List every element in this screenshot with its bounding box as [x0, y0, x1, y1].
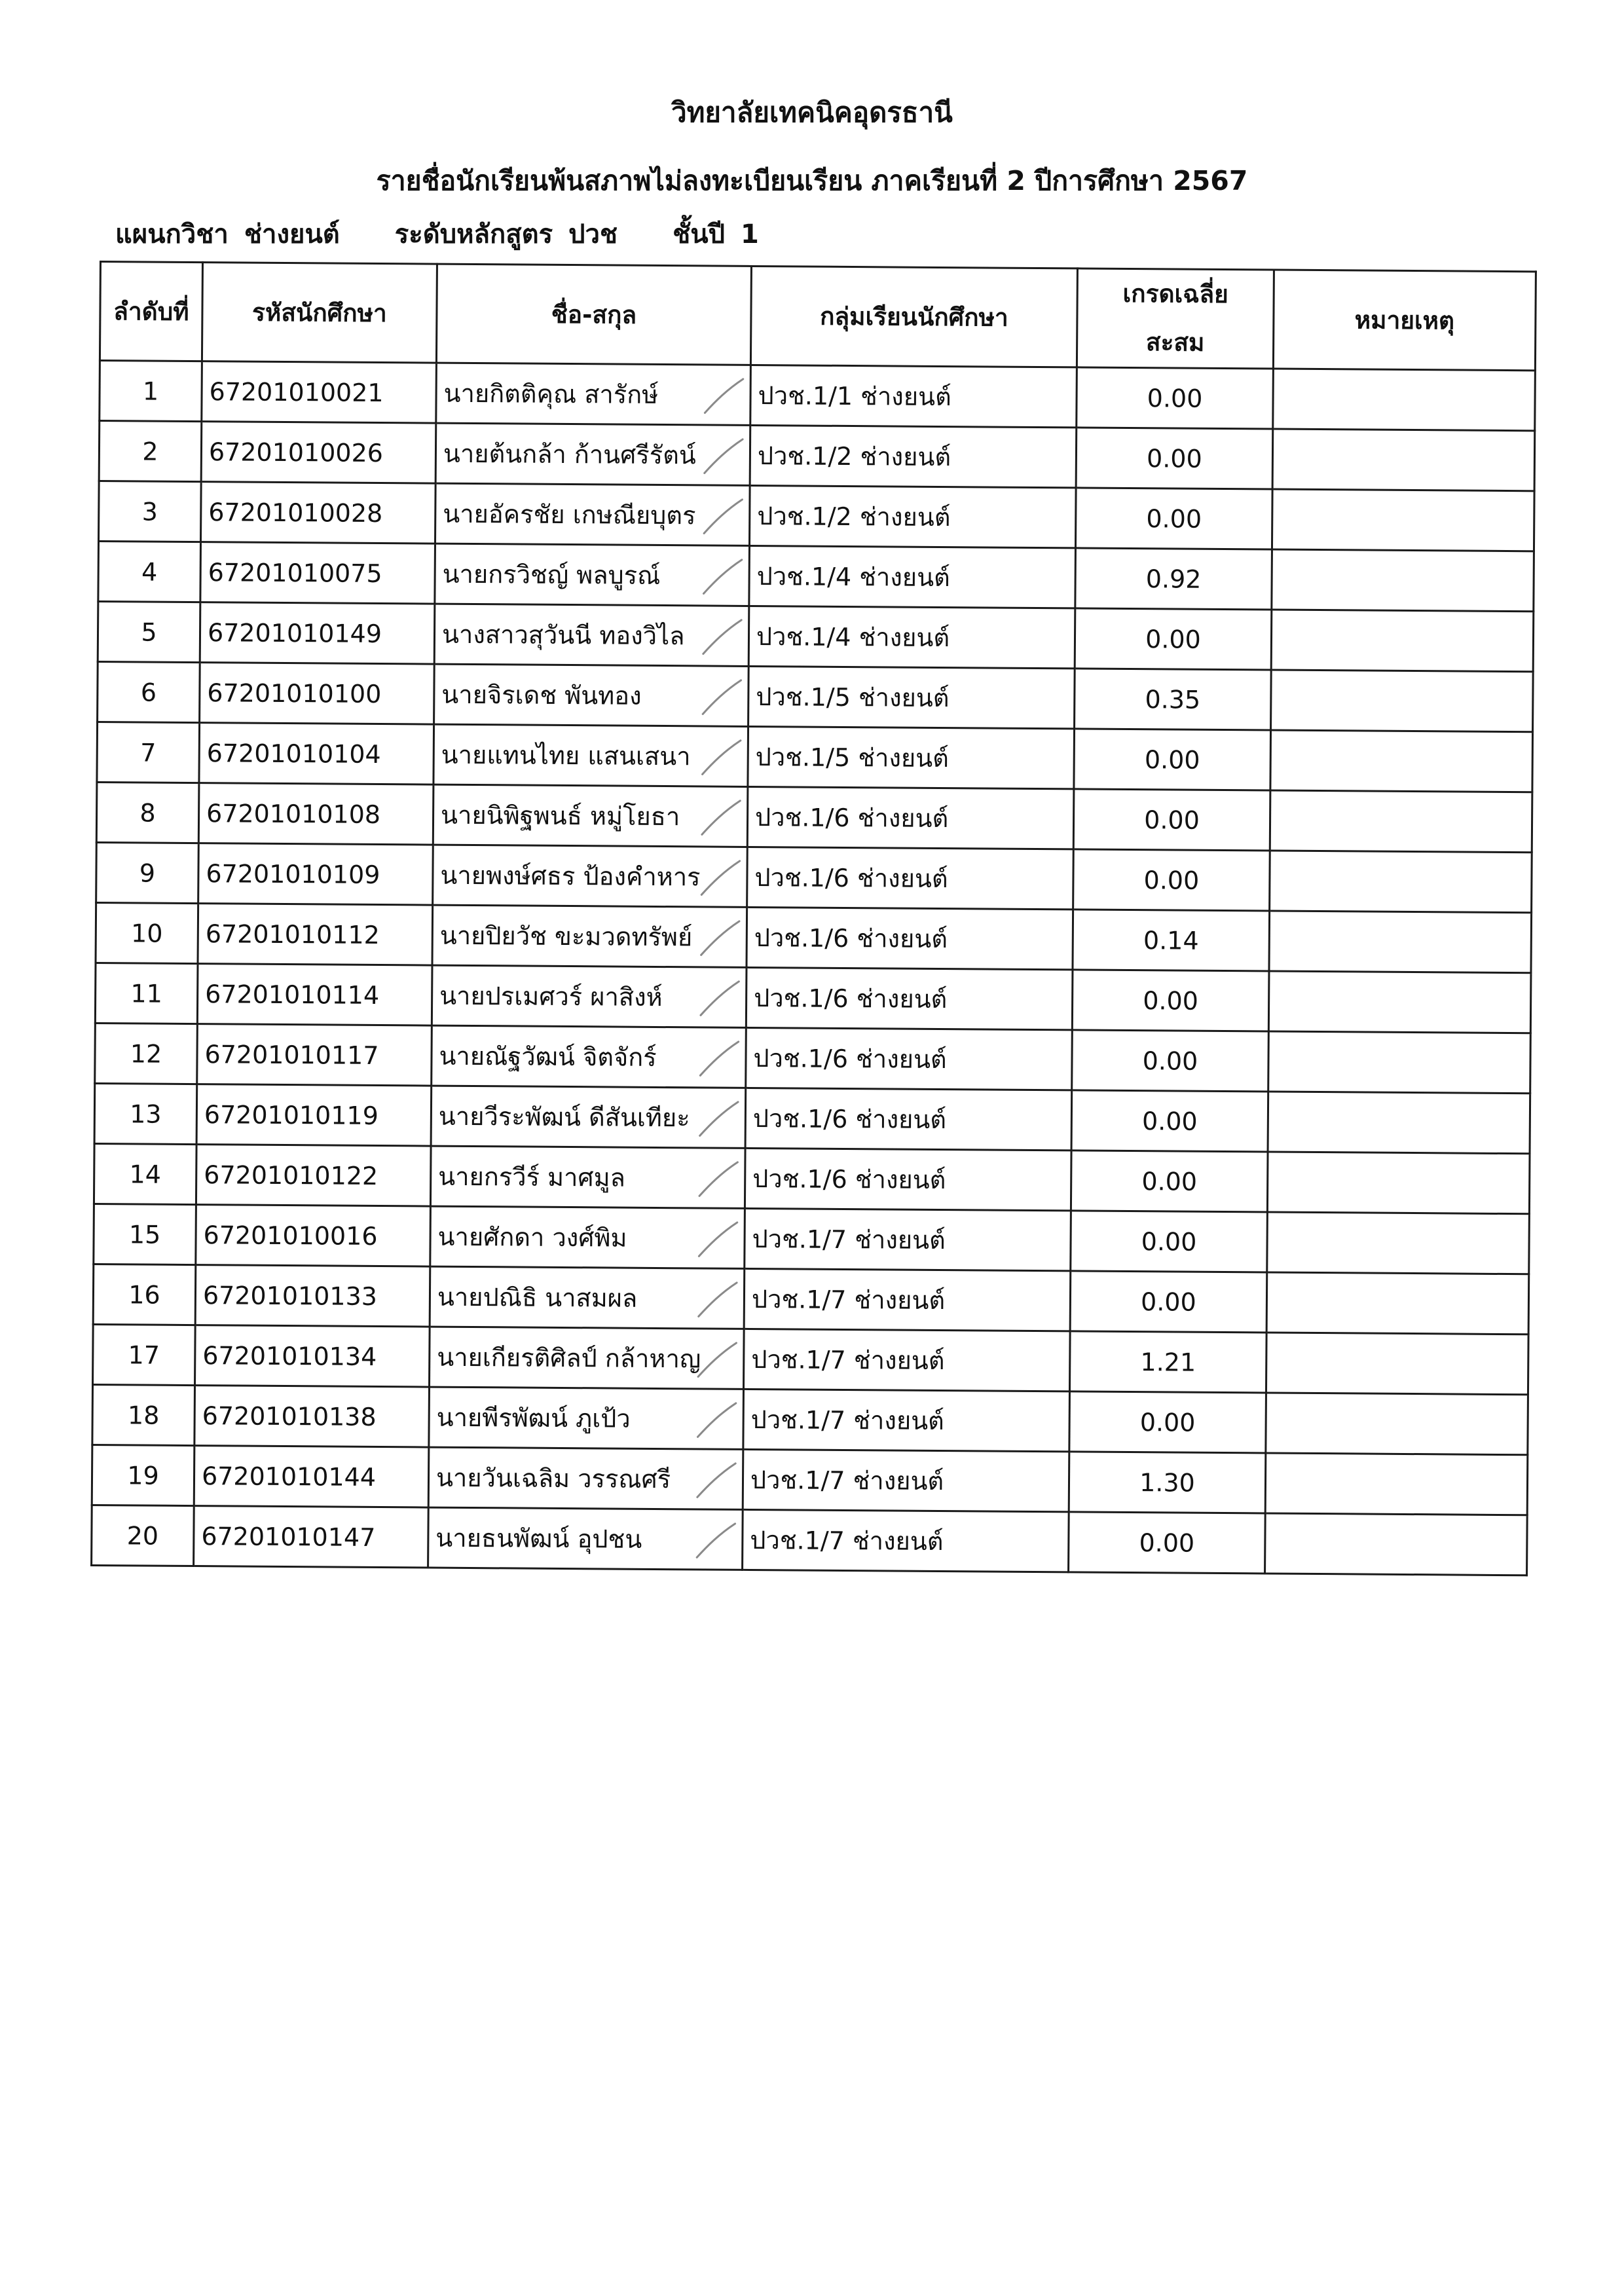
table-header-row [100, 262, 1536, 371]
table-row [98, 661, 1534, 731]
cell-group: ปวช.1/6 ช่างยนต์ [746, 1027, 1073, 1090]
cell-name-text: นายปรเมศวร์ ผาสิงห์ [439, 981, 663, 1012]
cell-student-id: 67201010114 [197, 964, 432, 1025]
college-title: วิทยาลัยเทคนิคอุดรธานี [671, 96, 953, 128]
cell-group: ปวช.1/5 ช่างยนต์ [748, 666, 1075, 728]
cell-student-id: 67201010138 [194, 1386, 430, 1447]
cell-name-text: นายพงษ์ศธร ป้องคำหาร [440, 860, 701, 892]
table-row [99, 421, 1535, 491]
cell-student-id: 67201010028 [201, 482, 436, 543]
cell-student-id: 67201010016 [196, 1205, 431, 1266]
cell-student-id: 67201010104 [199, 723, 434, 784]
cell-group: ปวช.1/1 ช่างยนต์ [750, 365, 1077, 427]
cell-gpa: 0.00 [1076, 428, 1273, 489]
table-row [100, 361, 1536, 431]
cell-group: ปวช.1/7 ช่างยนต์ [743, 1389, 1070, 1451]
cell-group: ปวช.1/6 ช่างยนต์ [747, 786, 1074, 849]
check-mark-icon [693, 1519, 739, 1561]
cell-student-id: 67201010108 [198, 783, 434, 845]
cell-note [1266, 1333, 1528, 1395]
table-row [98, 542, 1534, 612]
cell-name-text: นายนิพิฐพนธ์ หมู่โยธา [440, 800, 680, 832]
cell-name [435, 423, 750, 485]
cell-group: ปวช.1/6 ช่างยนต์ [745, 1148, 1071, 1210]
cell-note [1267, 1152, 1530, 1214]
cell-gpa: 0.00 [1074, 729, 1271, 790]
cell-group: ปวช.1/7 ช่างยนต์ [745, 1208, 1071, 1270]
cell-group: ปวช.1/7 ช่างยนต์ [743, 1449, 1069, 1511]
cell-no: 11 [95, 963, 198, 1023]
department-label: แผนกวิชา [115, 219, 229, 249]
cell-note [1272, 489, 1534, 551]
cell-group: ปวช.1/6 ช่างยนต์ [746, 967, 1073, 1029]
cell-name [430, 1146, 745, 1208]
check-mark-icon [698, 796, 744, 838]
cell-note [1268, 1092, 1530, 1154]
cell-no: 18 [92, 1384, 195, 1445]
cell-student-id: 67201010075 [200, 542, 435, 604]
cell-note [1266, 1272, 1529, 1335]
cell-student-id: 67201010112 [198, 904, 433, 965]
check-mark-icon [696, 1097, 742, 1139]
table-row [96, 902, 1532, 972]
check-mark-icon [699, 736, 745, 778]
department-value: ช่างยนต์ [244, 219, 340, 249]
table-row [93, 1324, 1529, 1394]
cell-group: ปวช.1/4 ช่างยนต์ [749, 545, 1076, 608]
table-row [98, 601, 1534, 671]
cell-note [1273, 369, 1536, 431]
cell-name-text: นายกิตติคุณ สารักษ์ [443, 378, 659, 409]
cell-no: 4 [98, 542, 201, 602]
cell-student-id: 67201010147 [194, 1506, 429, 1568]
cell-note [1268, 1031, 1531, 1094]
cell-note [1270, 730, 1533, 792]
cell-student-id: 67201010109 [198, 843, 434, 905]
cell-no: 3 [99, 481, 202, 542]
table-row [96, 842, 1532, 912]
cell-group: ปวช.1/4 ช่างยนต์ [748, 606, 1075, 668]
cell-gpa: 0.00 [1070, 1271, 1267, 1333]
check-mark-icon [696, 1037, 742, 1079]
column-header-group: กลุ่มเรียนนักศึกษา [750, 266, 1077, 367]
cell-gpa: 0.00 [1073, 849, 1270, 911]
cell-name-text: นายเกียรติศิลป์ กล้าหาญ [437, 1342, 701, 1374]
cell-gpa: 0.00 [1071, 1211, 1268, 1272]
cell-name [433, 845, 748, 907]
cell-student-id: 67201010119 [196, 1084, 432, 1146]
cell-note [1272, 549, 1534, 612]
cell-name [430, 1206, 745, 1268]
cell-no: 15 [94, 1204, 196, 1264]
cell-name [435, 543, 750, 606]
check-mark-icon [695, 1158, 741, 1200]
cell-no: 5 [98, 601, 200, 662]
cell-no: 16 [93, 1264, 196, 1325]
check-mark-icon [697, 856, 743, 898]
year-label: ชั้นปี [673, 219, 725, 249]
cell-note [1271, 670, 1534, 732]
cell-no: 7 [97, 722, 200, 783]
cell-name [430, 1266, 745, 1329]
cell-name [434, 664, 749, 726]
check-mark-icon [699, 555, 745, 597]
table-row [96, 782, 1532, 852]
cell-name [432, 905, 747, 967]
table-row [92, 1384, 1528, 1454]
cell-no: 17 [93, 1324, 196, 1385]
cell-name-text: นายพีรพัฒน์ ภูเป้ว [436, 1403, 631, 1433]
column-header-gpa [1077, 268, 1274, 369]
check-mark-icon [695, 1218, 741, 1260]
cell-name-text: นายวีระพัฒน์ ดีสันเทียะ [438, 1101, 690, 1133]
cell-note [1271, 610, 1534, 672]
cell-name-text: นายศักดา วงศ์พิม [437, 1222, 627, 1253]
table-row [94, 1083, 1530, 1153]
cell-gpa: 0.00 [1075, 488, 1272, 549]
cell-student-id: 67201010133 [195, 1265, 430, 1327]
check-mark-icon [693, 1399, 739, 1441]
check-mark-icon [693, 1459, 739, 1501]
table-row [92, 1445, 1528, 1515]
cell-gpa: 0.00 [1072, 970, 1269, 1031]
cell-note [1270, 851, 1532, 913]
year-value: 1 [740, 219, 759, 249]
cell-name [431, 1086, 746, 1148]
column-header-gpa-line1: เกรดเฉลี่ย [1122, 279, 1228, 309]
table-body [92, 361, 1536, 1575]
cell-group: ปวช.1/5 ช่างยนต์ [748, 726, 1075, 788]
cell-no: 10 [96, 902, 198, 963]
cell-name [433, 784, 748, 847]
cell-name-text: นายปิยวัช ขะมวดทรัพย์ [439, 921, 693, 952]
cell-name-text: นายธนพัฒน์ อุปชน [435, 1523, 642, 1554]
cell-group: ปวช.1/2 ช่างยนต์ [750, 425, 1077, 487]
cell-name-text: นายแทนไทย แสนเสนา [441, 740, 691, 771]
cell-name-text: นายอัครชัย เกษณียบุตร [443, 499, 696, 530]
cell-note [1272, 429, 1535, 491]
cell-no: 2 [99, 421, 202, 482]
cell-gpa: 0.00 [1069, 1391, 1266, 1453]
cell-note [1266, 1393, 1528, 1455]
check-mark-icon [700, 495, 746, 537]
cell-gpa: 0.92 [1075, 548, 1272, 610]
cell-name [435, 483, 750, 545]
cell-student-id: 67201010149 [200, 602, 435, 664]
cell-name [429, 1387, 744, 1449]
cell-gpa: 0.14 [1073, 910, 1270, 971]
cell-group: ปวช.1/6 ช่างยนต์ [747, 847, 1074, 909]
cell-student-id: 67201010026 [201, 422, 436, 483]
column-header-gpa-line2: สะสม [1145, 328, 1205, 357]
cell-name [432, 1025, 747, 1088]
cell-no: 19 [92, 1445, 194, 1505]
cell-gpa: 0.00 [1071, 1151, 1268, 1212]
cell-name-text: นายต้นกล้า ก้านศรีรัตน์ [443, 439, 696, 470]
cell-note [1270, 790, 1532, 853]
cell-name-text: นายณัฐวัฒน์ จิตจักร์ [439, 1041, 657, 1072]
cell-student-id: 67201010144 [194, 1446, 429, 1507]
column-header-name: ชื่อ-สกุล [436, 264, 751, 365]
cell-no: 20 [92, 1505, 194, 1566]
cell-no: 9 [96, 842, 199, 903]
document-subtitle: รายชื่อนักเรียนพ้นสภาพไม่ลงทะเบียนเรียน ภาคเรียนที่ 2 ปีการศึกษา 2567 [376, 165, 1248, 196]
cell-name [432, 965, 747, 1027]
cell-no: 6 [98, 661, 200, 722]
cell-gpa: 1.21 [1069, 1331, 1266, 1393]
table-row [95, 963, 1531, 1033]
cell-group: ปวช.1/7 ช่างยนต์ [744, 1268, 1071, 1331]
cell-gpa: 0.35 [1075, 669, 1272, 730]
cell-name-text: นางสาวสุวันนี ทองวิไล [441, 619, 685, 651]
cell-student-id: 67201010100 [200, 663, 435, 724]
table-row [93, 1264, 1529, 1334]
cell-group: ปวช.1/7 ช่างยนต์ [743, 1509, 1069, 1572]
check-mark-icon [699, 616, 745, 657]
cell-name-text: นายจิรเดช พันทอง [441, 680, 642, 710]
cell-no: 13 [94, 1083, 197, 1144]
cell-note [1268, 971, 1531, 1033]
cell-gpa: 0.00 [1072, 1030, 1269, 1092]
cell-name [428, 1447, 743, 1509]
cell-name [434, 604, 749, 666]
check-mark-icon [697, 917, 743, 959]
cell-gpa: 0.00 [1075, 608, 1272, 670]
table-row [94, 1143, 1530, 1213]
cell-student-id: 67201010117 [197, 1024, 432, 1086]
column-header-note: หมายเหตุ [1273, 270, 1536, 371]
table-row [92, 1505, 1528, 1575]
cell-name-text: นายกรวีร์ มาศมูล [438, 1162, 626, 1192]
cell-note [1267, 1212, 1530, 1274]
cell-name-text: นายปณิธิ นาสมผล [437, 1282, 638, 1313]
cell-name [434, 724, 748, 786]
check-mark-icon [697, 977, 743, 1019]
table-row [94, 1204, 1530, 1274]
check-mark-icon [694, 1338, 740, 1380]
cell-name [436, 363, 751, 425]
cell-student-id: 67201010122 [196, 1145, 431, 1206]
check-mark-icon [699, 676, 745, 718]
cell-name-text: นายวันเฉลิม วรรณศรี [435, 1463, 671, 1494]
cell-gpa: 0.00 [1069, 1512, 1266, 1574]
cell-gpa: 0.00 [1077, 367, 1274, 429]
cell-group: ปวช.1/7 ช่างยนต์ [743, 1329, 1070, 1391]
check-mark-icon [701, 435, 747, 477]
cell-no: 14 [94, 1143, 196, 1204]
check-mark-icon [701, 375, 747, 416]
table-row [97, 722, 1533, 792]
cell-no: 12 [95, 1023, 198, 1084]
column-header-student-id: รหัสนักศึกษา [202, 263, 437, 363]
cell-note [1269, 911, 1532, 973]
cell-student-id: 67201010021 [202, 361, 437, 423]
cell-gpa: 0.00 [1071, 1090, 1268, 1152]
cell-gpa: 0.00 [1073, 789, 1270, 851]
program-info-line [115, 215, 759, 254]
cell-group: ปวช.1/6 ช่างยนต์ [745, 1088, 1072, 1150]
cell-group: ปวช.1/6 ช่างยนต์ [747, 907, 1073, 969]
check-mark-icon [695, 1278, 741, 1320]
cell-gpa: 1.30 [1069, 1452, 1266, 1513]
table-row [99, 481, 1535, 551]
cell-group: ปวช.1/2 ช่างยนต์ [749, 485, 1076, 547]
cell-name [430, 1327, 745, 1389]
column-header-no: ลำดับที่ [100, 262, 202, 361]
cell-no: 8 [96, 782, 199, 843]
level-value: ปวช [568, 219, 618, 249]
cell-note [1265, 1513, 1528, 1575]
level-label: ระดับหลักสูตร [394, 219, 553, 249]
cell-student-id: 67201010134 [195, 1325, 430, 1387]
cell-no: 1 [100, 361, 202, 422]
cell-name [428, 1507, 743, 1570]
student-roster-table [90, 261, 1537, 1576]
cell-note [1265, 1453, 1528, 1515]
table-row [95, 1023, 1531, 1093]
cell-name-text: นายกรวิชญ์ พลบูรณ์ [442, 559, 661, 590]
